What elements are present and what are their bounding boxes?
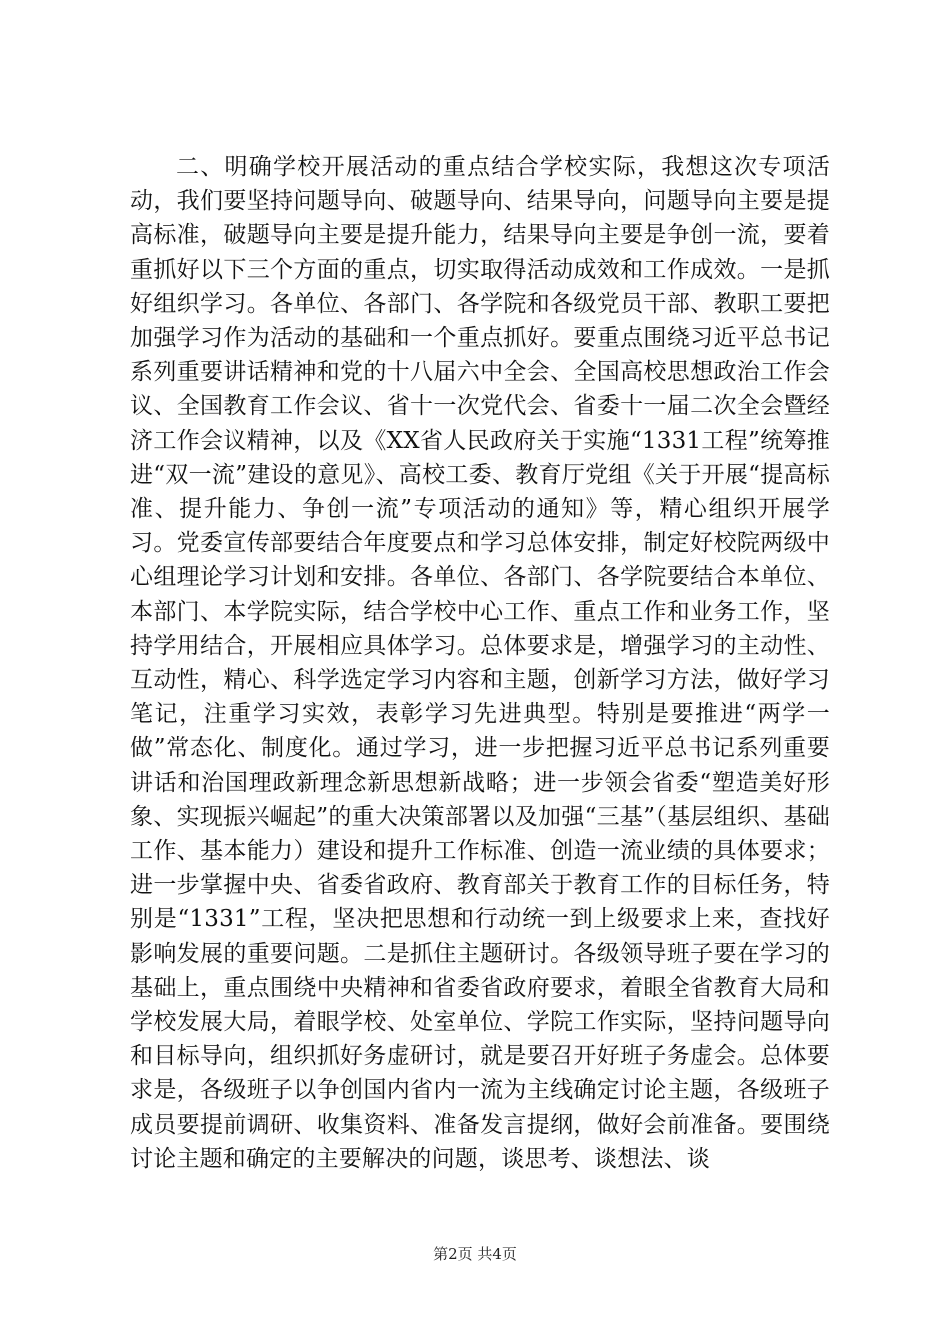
page-number: 第2页 共4页 — [433, 1245, 517, 1263]
body-paragraph: 二、明确学校开展活动的重点结合学校实际，我想这次专项活动，我们要坚持问题导向、破题导向、结果导向，问题导向主要是提高标准，破题导向主要是提升能力，结果导向主要是争创一流，要着重抓好以下三个方面的重点，切实取得活动成效和工作成效。一是抓好组织学习。各单位、各部门、各学院和各级党员干部、教职工要把加强学习作为活动的基础和一个重点抓好。要重点围绕习近平总书记系列重要讲话精神和党的十八届六中全会、全国高校思想政治工作会议、全国教育工作会议、省十一次党代会、省委十一届二次全会暨经济工作会议精神，以及《XX省人民政府关于实施“1331工程”统筹推进“双一流”建设的意见》、高校工委、教育厅党组《关于开展“提高标准、提升能力、争创一流”专项活动的通知》等，精心组织开展学习。党委宣传部要结合年度要点和学习总体安排，制定好校院两级中心组理论学习计划和安排。各单位、各部门、各学院要结合本单位、本部门、本学院实际，结合学校中心工作、重点工作和业务工作，坚持学用结合，开展相应具体学习。总体要求是，增强学习的主动性、互动性，精心、科学选定学习内容和主题，创新学习方法，做好学习笔记，注重学习实效，表彰学习先进典型。特别是要推进“两学一做”常态化、制度化。通过学习，进一步把握习近平总书记系列重要讲话和治国理政新理念新思想新战略；进一步领会省委“塑造美好形象、实现振兴崛起”的重大决策部署以及加强“三基”（基层组织、基础工作、基本能力）建设和提升工作标准、创造一流业绩的具体要求；进一步掌握中央、省委省政府、教育部关于教育工作的目标任务，特别是“1331”工程，坚决把思想和行动统一到上级要求上来，查找好影响发展的重要问题。二是抓住主题研讨。各级领导班子要在学习的基础上，重点围绕中央精神和省委省政府要求，着眼全省教育大局和学校发展大局，着眼学校、处室单位、学院工作实际，坚持问题导向和目标导向，组织抓好务虚研讨，就是要召开好班子务虚会。总体要求是，各级班子以争创国内省内一流为主线确定讨论主题，各级班子成员要提前调研、收集资料、准备发言提纲，做好会前准备。要围绕讨论主题和确定的主要解决的问题，谈思考、谈想法、谈 — [130, 154, 830, 1172]
